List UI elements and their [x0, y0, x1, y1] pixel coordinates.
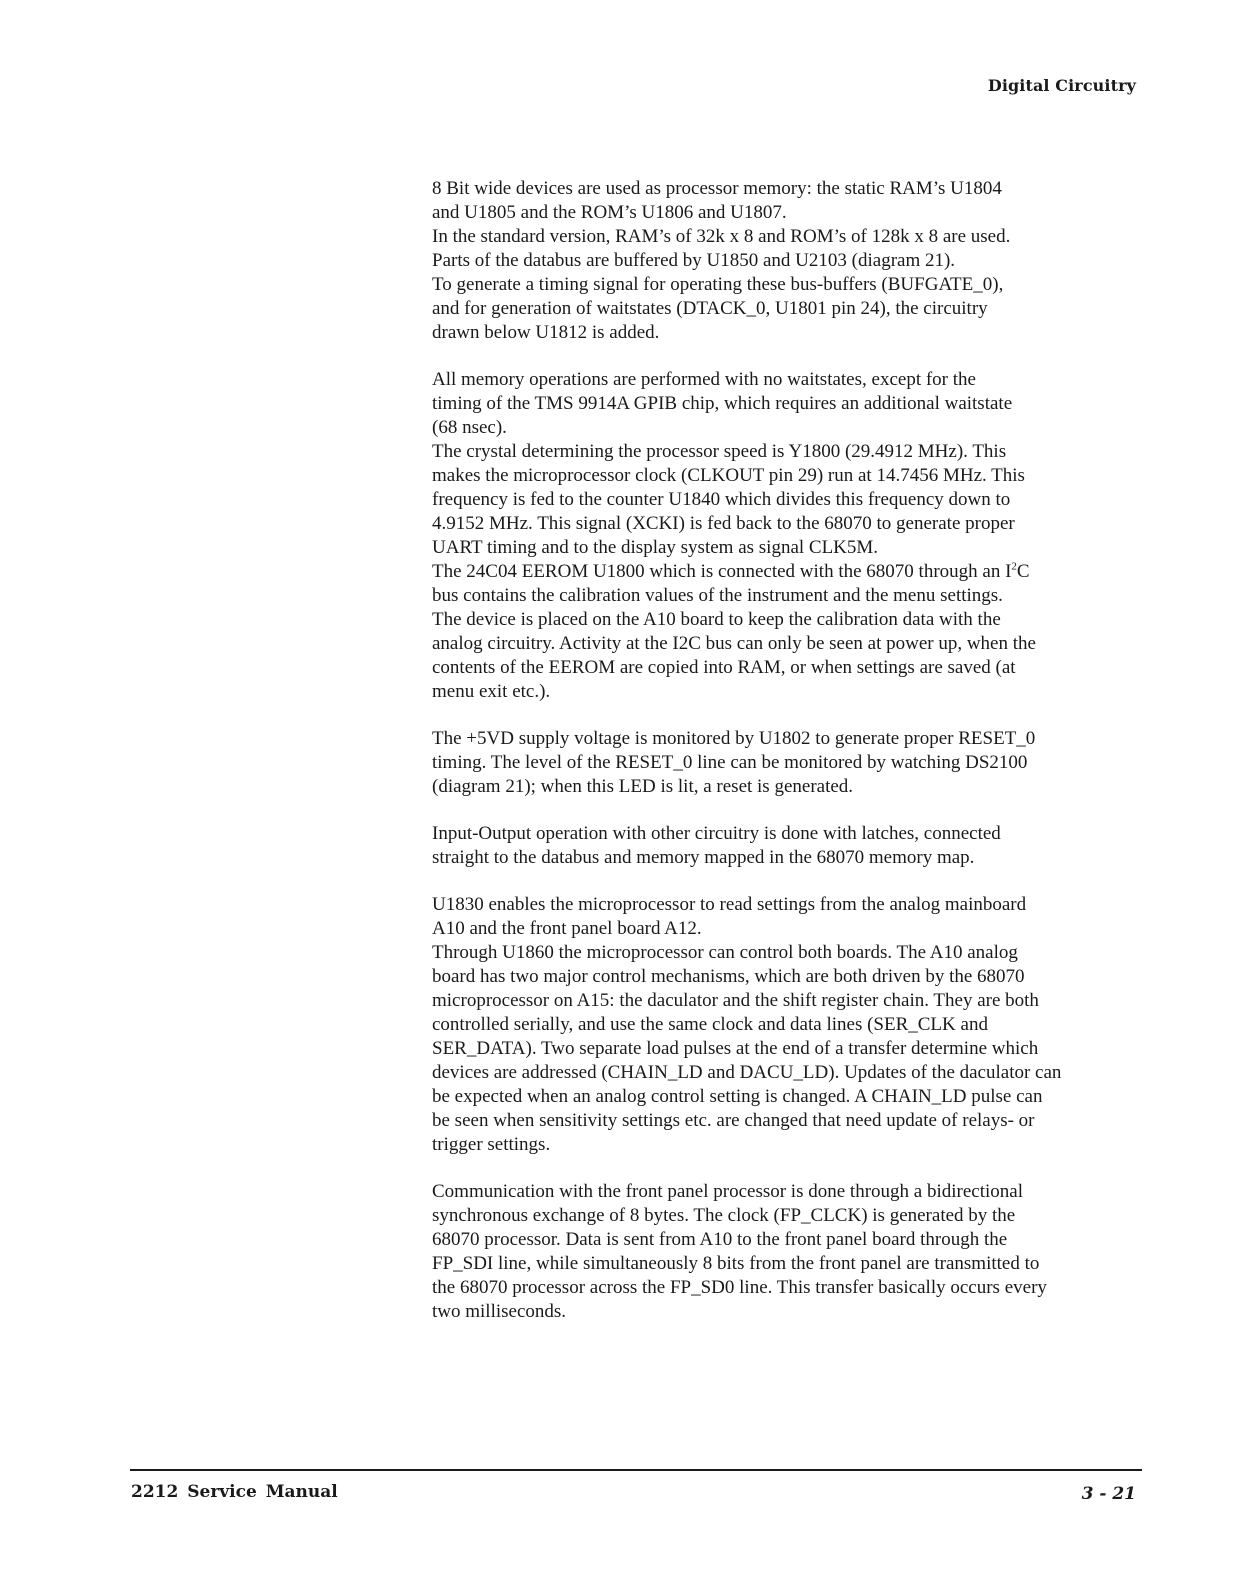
text-line: timing of the TMS 9914A GPIB chip, which requires an additional waitstate — [432, 393, 1013, 414]
text-line: U1830 enables the microprocessor to read settings from the analog mainboard — [432, 894, 1027, 915]
text-line: (68 nsec). — [432, 417, 507, 438]
text-line: The +5VD supply voltage is monitored by U1802 to generate proper RESET_0 — [432, 728, 1036, 749]
text-line: analog circuitry. Activity at the I2C bus can only be seen at power up, when the — [432, 633, 1036, 654]
text-line: Communication with the front panel processor is done through a bidirectional — [432, 1181, 1023, 1202]
paragraph-reset — [432, 727, 1152, 799]
text-line: UART timing and to the display system as signal CLK5M. — [432, 537, 879, 558]
text-segment: The 24C04 EEROM U1800 which is connected with the 68070 through an I — [432, 561, 1012, 582]
text-line: the 68070 processor across the FP_SD0 line. This transfer basically occurs every — [432, 1277, 1047, 1298]
text-line: The device is placed on the A10 board to keep the calibration data with the — [432, 609, 1001, 630]
text-line: two milliseconds. — [432, 1301, 567, 1322]
text-line: trigger settings. — [432, 1134, 551, 1155]
text-line: and for generation of waitstates (DTACK_0, U1801 pin 24), the circuitry — [432, 298, 988, 319]
text-line: FP_SDI line, while simultaneously 8 bits from the front panel are transmitted to — [432, 1253, 1040, 1274]
text-line: The crystal determining the processor speed is Y1800 (29.4912 MHz). This — [432, 441, 1007, 462]
text-line: In the standard version, RAM’s of 32k x 8 and ROM’s of 128k x 8 are used. — [432, 226, 1011, 247]
text-line: frequency is fed to the counter U1840 which divides this frequency down to — [432, 489, 1011, 510]
text-line: microprocessor on A15: the daculator and the shift register chain. They are both — [432, 990, 1039, 1011]
page-body — [432, 177, 1152, 1347]
text-line: straight to the databus and memory mapped in the 68070 memory map. — [432, 847, 975, 868]
text-line: (diagram 21); when this LED is lit, a reset is generated. — [432, 776, 854, 797]
text-line: A10 and the front panel board A12. — [432, 918, 702, 939]
text-line: drawn below U1812 is added. — [432, 322, 660, 343]
paragraph-front-panel — [432, 1180, 1152, 1324]
text-line: be expected when an analog control setting is changed. A CHAIN_LD pulse can — [432, 1086, 1043, 1107]
text-line: 4.9152 MHz. This signal (XCKI) is fed back to the 68070 to generate proper — [432, 513, 1015, 534]
text-line: and U1805 and the ROM’s U1806 and U1807. — [432, 202, 787, 223]
text-line: Through U1860 the microprocessor can control both boards. The A10 analog — [432, 942, 1018, 963]
text-line: SER_DATA). Two separate load pulses at the end of a transfer determine which — [432, 1038, 1039, 1059]
text-line: contents of the EEROM are copied into RAM, or when settings are saved (at — [432, 657, 1016, 678]
text-line: makes the microprocessor clock (CLKOUT pin 29) run at 14.7456 MHz. This — [432, 465, 1025, 486]
text-line: timing. The level of the RESET_0 line can be monitored by watching DS2100 — [432, 752, 1028, 773]
paragraph-control — [432, 893, 1152, 1157]
footer-manual-title: 2212 Service Manual — [131, 1482, 338, 1502]
text-line: be seen when sensitivity settings etc. are changed that need update of relays- or — [432, 1110, 1035, 1131]
footer-divider — [130, 1469, 1142, 1471]
text-line: controlled serially, and use the same clock and data lines (SER_CLK and — [432, 1014, 988, 1035]
text-line: synchronous exchange of 8 bytes. The clock (FP_CLCK) is generated by the — [432, 1205, 1016, 1226]
paragraph-io — [432, 822, 1152, 870]
text-line: Input-Output operation with other circuitry is done with latches, connected — [432, 823, 1001, 844]
text-line: Parts of the databus are buffered by U1850 and U2103 (diagram 21). — [432, 250, 956, 271]
text-line: bus contains the calibration values of the instrument and the menu settings. — [432, 585, 1003, 606]
text-line: devices are addressed (CHAIN_LD and DACU_LD). Updates of the daculator can — [432, 1062, 1062, 1083]
paragraph-timing — [432, 368, 1152, 704]
superscript-2: 2 — [1011, 560, 1017, 573]
text-line: All memory operations are performed with no waitstates, except for the — [432, 369, 976, 390]
text-segment: C — [1016, 561, 1030, 582]
text-line: board has two major control mechanisms, which are both driven by the 68070 — [432, 966, 1025, 987]
text-line: To generate a timing signal for operating these bus-buffers (BUFGATE_0), — [432, 274, 1004, 295]
section-title: Digital Circuitry — [987, 76, 1136, 95]
text-line: 8 Bit wide devices are used as processor memory: the static RAM’s U1804 — [432, 178, 1002, 199]
footer-page-number: 3 - 21 — [1081, 1484, 1136, 1504]
text-line-i2c — [432, 560, 1152, 584]
text-line: 68070 processor. Data is sent from A10 to the front panel board through the — [432, 1229, 1008, 1250]
text-line: menu exit etc.). — [432, 681, 551, 702]
paragraph-memory — [432, 177, 1152, 345]
